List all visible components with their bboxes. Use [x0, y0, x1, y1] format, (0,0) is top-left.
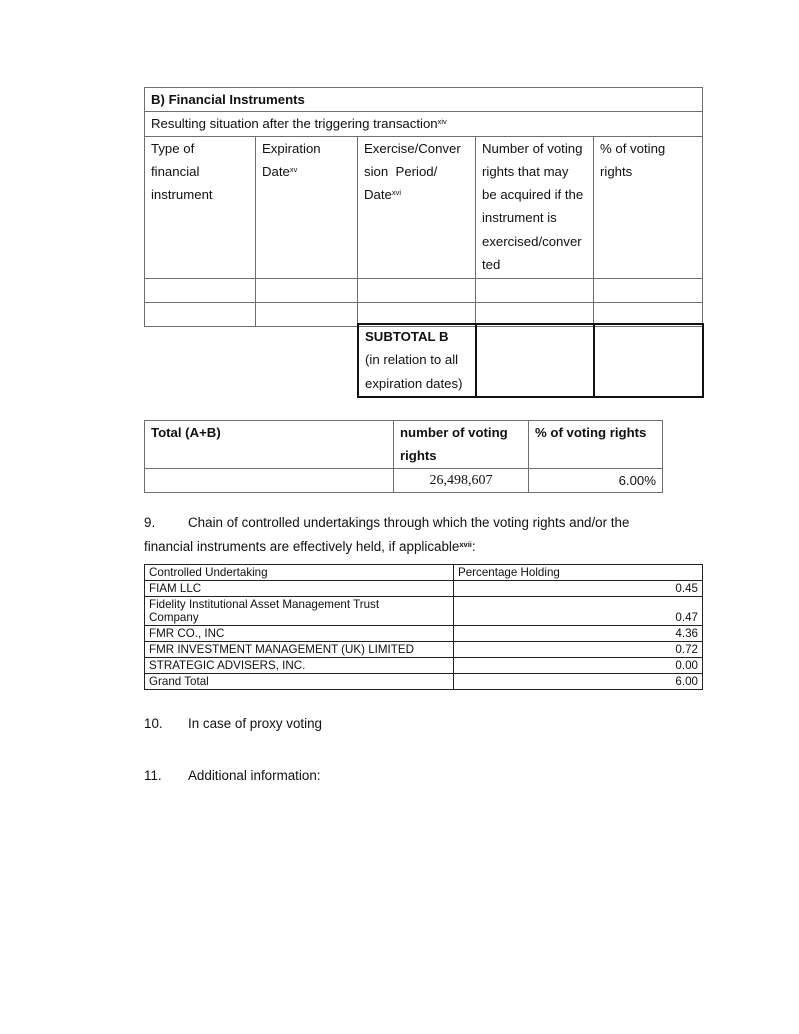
- col-header-number-voting-rights: [476, 136, 594, 278]
- footnote-ref: xvi: [391, 188, 402, 198]
- header-line: % of voting: [600, 140, 666, 156]
- table-row: [145, 581, 703, 597]
- section-9-paragraph: [144, 511, 704, 558]
- table-row: [145, 642, 703, 658]
- name-line: Fidelity Institutional Asset Management Trust: [149, 598, 380, 611]
- cell: [358, 278, 476, 302]
- total-table: [144, 420, 663, 493]
- percentage-value: 4.36: [454, 626, 703, 642]
- col-header-expiration: [256, 136, 358, 278]
- section-10-text: In case of proxy voting: [188, 716, 322, 731]
- header-line: number of voting: [400, 425, 508, 440]
- undertaking-name: FMR INVESTMENT MANAGEMENT (UK) LIMITED: [145, 642, 454, 658]
- section-number: 9.: [144, 515, 156, 530]
- header-line: financial: [151, 163, 200, 179]
- percentage-value: 0.72: [454, 642, 703, 658]
- section-9-text: Chain of controlled undertakings through which the voting rights and/or the: [188, 515, 630, 530]
- header-controlled-undertaking: Controlled Undertaking: [145, 565, 454, 581]
- col-header-type: [145, 136, 256, 278]
- grand-total-row: [145, 674, 703, 690]
- total-percent-header: % of voting rights: [529, 421, 663, 469]
- column-header-row: [145, 136, 703, 278]
- section-9-line1: [144, 511, 704, 535]
- total-percent-value: 6.00%: [529, 468, 663, 492]
- section-title-row: [145, 88, 703, 112]
- section-10-paragraph: [144, 712, 322, 736]
- cell: [256, 278, 358, 302]
- percentage-value: 0.47: [454, 597, 703, 626]
- header-line: instrument is: [482, 210, 557, 226]
- header-line: rights that may: [482, 163, 569, 179]
- subtitle-cell: [145, 112, 703, 136]
- grand-total-value: 6.00: [454, 674, 703, 690]
- section-number: 11.: [144, 768, 162, 783]
- header-line: Number of voting: [482, 140, 583, 156]
- table-row: [145, 626, 703, 642]
- section-9-text: financial instruments are effectively held, if applicable: [144, 538, 460, 554]
- total-empty-cell: [145, 468, 394, 492]
- header-line: exercised/conver: [482, 233, 582, 249]
- undertaking-name: [145, 597, 454, 626]
- cell: [256, 302, 358, 326]
- header-line: [364, 183, 469, 206]
- controlled-undertakings-table: [144, 564, 703, 690]
- section-number: 10.: [144, 716, 163, 731]
- header-line: sion Period/: [364, 163, 438, 179]
- total-value-row: [145, 468, 663, 492]
- subtotal-label-cell: [358, 324, 476, 397]
- table-row: [145, 278, 703, 302]
- total-number-value: 26,498,607: [394, 468, 529, 492]
- cell: [145, 278, 256, 302]
- financial-instruments-table: [144, 87, 703, 327]
- total-label: Total (A+B): [145, 421, 394, 469]
- header-line: Expiration: [262, 140, 321, 156]
- subtitle-row: [145, 112, 703, 136]
- subtotal-percent-cell: [594, 324, 703, 397]
- subtitle-text: Resulting situation after the triggering transaction: [151, 116, 438, 132]
- table-row: [145, 658, 703, 674]
- header-line: [262, 160, 351, 183]
- cell: [594, 278, 703, 302]
- footnote-ref: xv: [289, 164, 298, 174]
- subtotal-title: SUBTOTAL B: [365, 329, 449, 344]
- subtotal-row: [358, 324, 703, 397]
- subtotal-line: expiration dates): [365, 375, 463, 391]
- section-9-line2: [144, 535, 704, 559]
- undertaking-name: FIAM LLC: [145, 581, 454, 597]
- section-title: B) Financial Instruments: [145, 88, 703, 112]
- undertaking-name: FMR CO., INC: [145, 626, 454, 642]
- subtotal-b-table: [357, 323, 704, 398]
- total-number-header: [394, 421, 529, 469]
- header-text: Date: [262, 163, 290, 179]
- header-text: Date: [364, 187, 392, 203]
- cell: [476, 278, 594, 302]
- col-header-exercise-period: [358, 136, 476, 278]
- header-line: be acquired if the: [482, 187, 584, 203]
- header-line: instrument: [151, 187, 213, 203]
- header-line: rights: [400, 448, 437, 464]
- subtotal-number-cell: [476, 324, 594, 397]
- undertaking-name: STRATEGIC ADVISERS, INC.: [145, 658, 454, 674]
- table-row: [145, 597, 703, 626]
- header-line: ted: [482, 257, 501, 273]
- punctuation: :: [471, 538, 476, 554]
- name-line: Company: [149, 611, 199, 624]
- subtotal-line: (in relation to all: [365, 352, 459, 368]
- col-header-percent-voting-rights: [594, 136, 703, 278]
- section-11-paragraph: [144, 764, 321, 788]
- total-header-row: [145, 421, 663, 469]
- cell: [145, 302, 256, 326]
- header-percentage-holding: Percentage Holding: [454, 565, 703, 581]
- header-line: rights: [600, 163, 633, 179]
- grand-total-label: Grand Total: [145, 674, 454, 690]
- header-line: Type of: [151, 140, 195, 156]
- section-11-text: Additional information:: [188, 768, 321, 783]
- percentage-value: 0.00: [454, 658, 703, 674]
- header-line: Exercise/Conver: [364, 140, 461, 156]
- footnote-ref: xiv: [437, 117, 447, 127]
- holdings-header-row: [145, 565, 703, 581]
- percentage-value: 0.45: [454, 581, 703, 597]
- footnote-ref: xvii: [459, 539, 472, 549]
